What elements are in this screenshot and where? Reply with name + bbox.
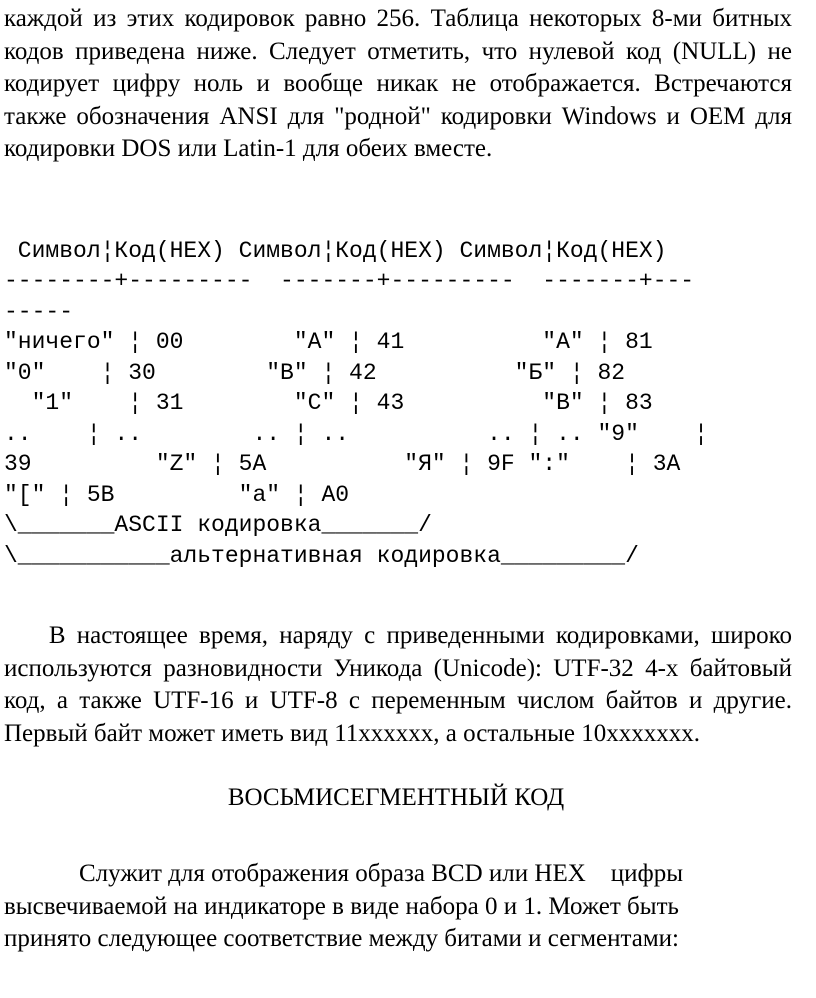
intro-paragraph [4, 3, 792, 166]
intro-line: кодировки DOS или Latin-1 для обеих вместе. [4, 135, 493, 162]
intro-line: кодирует цифру ноль и вообще никак не отображается. Встречаются [4, 70, 792, 97]
code-table-line: "1" ¦ 31 "C" ¦ 43 "В" ¦ 83 [4, 390, 653, 416]
segment-line: Служит для отображения образа BCD или HEX цифры [4, 860, 684, 887]
code-table-line: \_______ASCII кодировка_______/ [4, 512, 432, 538]
code-table-line: Символ¦Код(HEX) Символ¦Код(HEX) Символ¦Код(HEX) [4, 237, 667, 264]
intro-line: кодов приведена ниже. Следует отметить, что нулевой код (NULL) не [4, 37, 792, 65]
code-table-line: "ничего" ¦ 00 "A" ¦ 41 "А" ¦ 81 [4, 329, 653, 355]
unicode-line: В настоящее время, наряду с приведенными кодировками, широко [4, 622, 792, 649]
code-table-line: "[" ¦ 5B "a" ¦ A0 [4, 481, 350, 508]
code-table-line: \___________альтернативная кодировка_________/ [4, 542, 639, 569]
code-table-line: --------+--------- -------+--------- -------+--- [4, 268, 695, 294]
code-table-line: "0" ¦ 30 "B" ¦ 42 "Б" ¦ 82 [4, 359, 626, 386]
unicode-line: используются разновидности Уникода (Unicode): UTF-32 4-х байтовый [4, 654, 792, 682]
segment-line: принято следующее соответствие между битами и сегментами: [4, 925, 679, 952]
segment-line: высвечиваемой на индикаторе в виде набора 0 и 1. Может быть [4, 892, 679, 920]
unicode-line: Первый байт может иметь вид 11xxxxxx, а остальные 10xxxxxxx. [4, 719, 701, 747]
intro-line: также обозначения ANSI для "родной" кодировки Windows и OEM для [4, 102, 792, 130]
code-table-line: 39 "Z" ¦ 5A "Я" ¦ 9F ":" ¦ 3A [4, 451, 681, 477]
unicode-paragraph [4, 620, 792, 750]
code-table-line: .. ¦ .. .. ¦ .. .. ¦ .. "9" ¦ [4, 420, 708, 447]
code-table-line: ----- [4, 298, 74, 325]
segment-paragraph [4, 858, 794, 956]
section-heading: ВОСЬМИСЕГМЕНТНЫЙ КОД [227, 784, 565, 811]
unicode-line: код, а также UTF-16 и UTF-8 с переменным числом байтов и другие. [4, 687, 792, 714]
code-table [4, 205, 708, 602]
intro-line: каждой из этих кодировок равно 256. Таблица некоторых 8-ми битных [4, 5, 792, 32]
